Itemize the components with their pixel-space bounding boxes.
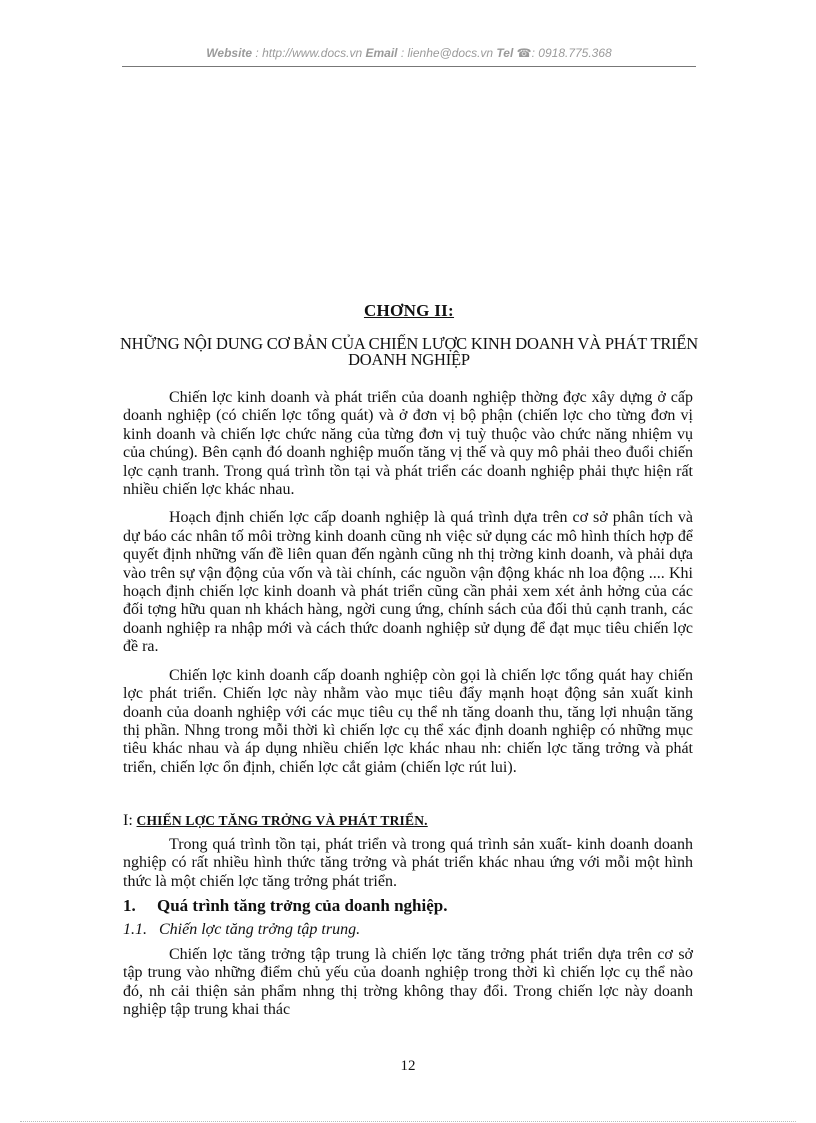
- final-paragraph: [123, 946, 693, 1030]
- chapter-label: CHƠNG II:: [363, 301, 455, 320]
- chapter-title: NHỮNG NỘI DUNG CƠ BẢN CỦA CHIẾN LƯỢC KINH DOANH VÀ PHÁT TRIỂN DOANH NGHIỆP: [119, 334, 699, 369]
- page-header: [122, 46, 696, 60]
- section-heading: [123, 812, 693, 830]
- section-paragraph: [123, 836, 693, 901]
- paragraph: Chiến lợc kinh doanh cấp doanh nghiệp còn gọi là chiến lợc tổng quát hay chiến lợc phát triển. Chiến lợc này nhằm vào mục tiêu đẩy mạnh hoạt động sản xuất kinh doanh của doanh nghiệp với các mục tiêu cụ thể nh tăng doanh thu, tăng lợi nhuận tăng thị phần. Nhng trong mỗi thời kì chiến lợc cụ thể xác định doanh nghiệp có những mục tiêu khác nhau và áp dụng nhiều chiến lợc khác nhau nh: chiến lợc tăng trởng và phát triển, chiến lợc ổn định, chiến lợc cắt giảm (chiến lợc rút lui).: [123, 666, 693, 776]
- tel-label: Tel: [496, 46, 514, 60]
- section-number: I:: [123, 812, 133, 829]
- website-label: Website: [206, 46, 253, 60]
- sub-subsection-heading: [123, 921, 693, 939]
- email-label: Email: [365, 46, 398, 60]
- paragraph: Chiến lợc tăng trởng tập trung là chiến lợc tăng trởng phát triển dựa trên cơ sở tập trung vào những điểm chủ yếu của doanh nghiệp trong thời kì chiến lợc cụ thể nào đó, nh cải thiện sản phẩm nhng thị trờng không thay đổi. Trong chiến lợc này doanh nghiệp tập trung khai thác: [123, 946, 693, 1019]
- tel-value: : 0918.775.368: [531, 46, 612, 60]
- paragraph: Hoạch định chiến lợc cấp doanh nghiệp là quá trình dựa trên cơ sở phân tích và dự báo các nhân tố môi trờng kinh doanh cũng nh việc sử dụng các mô hình thích hợp để quyết định những vấn đề liên quan đến ngành cũng nh thị trờng kinh doanh, và phải dựa vào trên sự vận động của vốn và tài chính, các nguồn vận động khác nh loa động .... Khi hoạch định chiến lợc kinh doanh và phát triển cũng cần phải xem xét ảnh hởng của các đối tợng hữu quan nh khách hàng, ngời cung ứng, chính sách của đối thủ cạnh tranh, các doanh nghiệp ra nhập mới và cách thức doanh nghiệp sử dụng để đạt mục tiêu chiến lợc đề ra.: [123, 509, 693, 656]
- website-value: : http://www.docs.vn: [255, 46, 363, 60]
- sub-subsection-number: 1.1.: [123, 921, 147, 938]
- page-bottom-divider: [20, 1121, 796, 1122]
- header-divider: [122, 66, 696, 67]
- intro-paragraphs: [123, 389, 693, 787]
- page-number: 12: [400, 1058, 416, 1074]
- subsection-title: Quá trình tăng trởng của doanh nghiệp.: [157, 896, 448, 915]
- section-title: CHIẾN LỢC TĂNG TRỞNG VÀ PHÁT TRIỂN.: [136, 813, 428, 828]
- paragraph: Chiến lợc kinh doanh và phát triển của doanh nghiệp thờng đợc xây dựng ở cấp doanh nghiệp (có chiến lợc tổng quát) và ở đơn vị bộ phận (chiến lợc cho từng đơn vị kinh doanh và chiến lợc chức năng của từng đơn vị tuỳ thuộc vào chức năng nhiệm vụ của chúng). Bên cạnh đó doanh nghiệp muốn tăng vị thế và quy mô phải theo đuổi chiến lợc cạnh tranh. Trong quá trình tồn tại và phát triển các doanh nghiệp phải thực hiện rất nhiều chiến lợc khác nhau.: [123, 389, 693, 499]
- subsection-number: 1.: [123, 896, 136, 915]
- paragraph: Trong quá trình tồn tại, phát triển và trong quá trình sản xuất- kinh doanh doanh nghiệp có rất nhiều hình thức tăng trởng và phát triển khác nhau ứng với mỗi một hình thức là một chiến lợc tăng trởng phát triển.: [123, 836, 693, 890]
- subsection-heading: [123, 896, 693, 916]
- email-value: : lienhe@docs.vn: [400, 46, 494, 60]
- phone-icon: ☎: [516, 46, 532, 60]
- sub-subsection-title: Chiến lợc tăng trởng tập trung.: [159, 921, 361, 938]
